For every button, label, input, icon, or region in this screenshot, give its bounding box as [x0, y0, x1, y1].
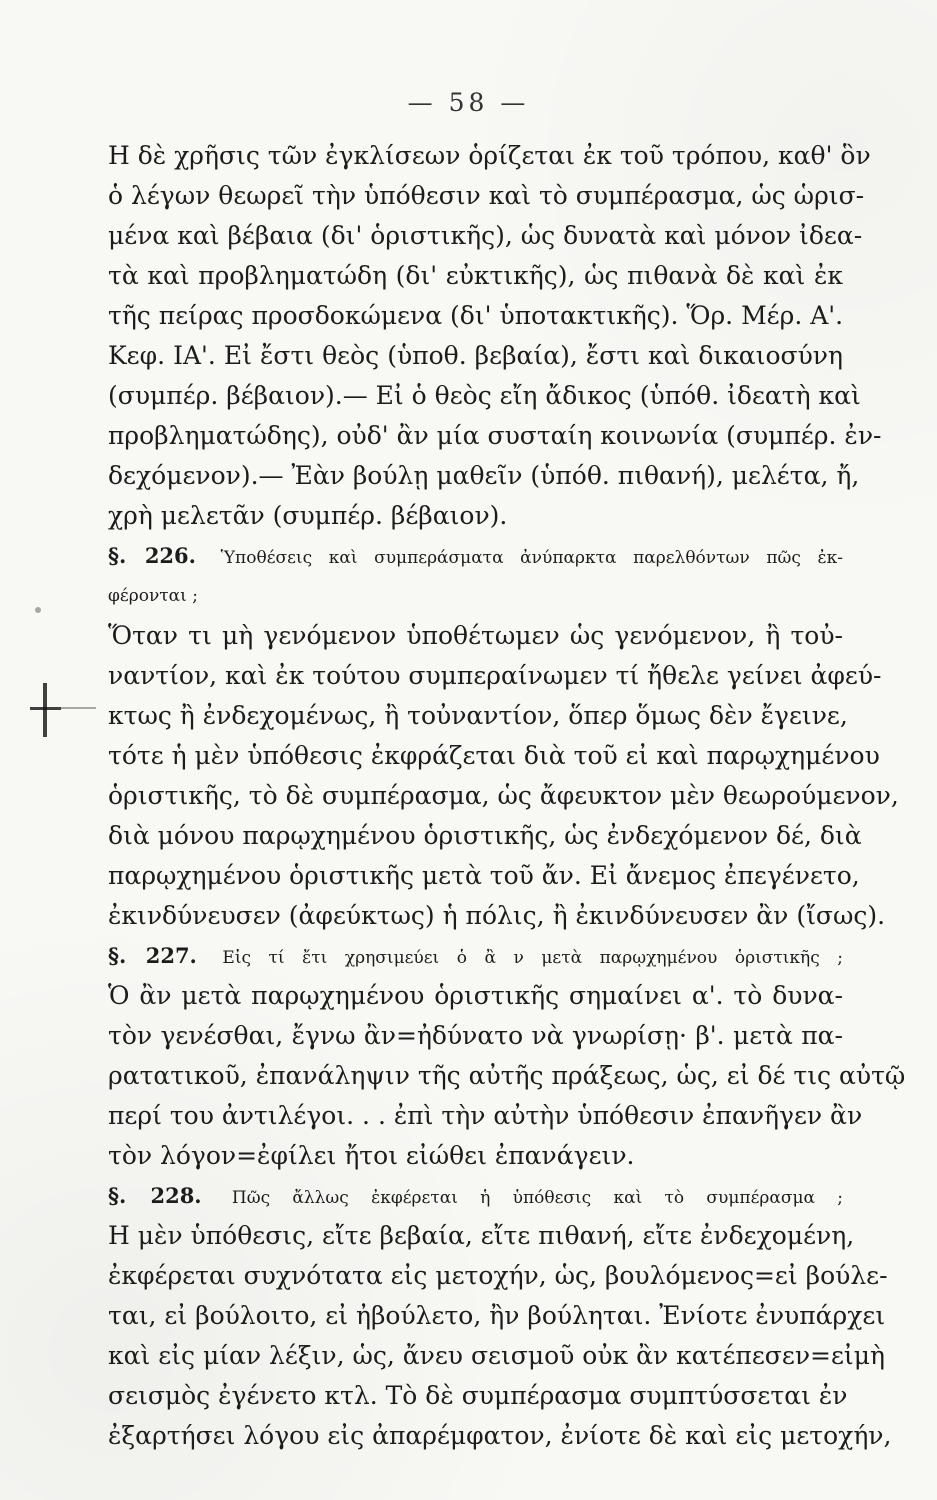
text-line: καὶ εἰς μίαν λέξιν, ὡς, ἄνευ σεισμοῦ οὐκ ἂν κατέπεσεν=εἰμὴ — [108, 1341, 885, 1370]
text-line: Ὁ ἂν μετὰ παρῳχημένου ὁριστικῆς σημαίνει α'. τὸ δυνα- — [108, 981, 843, 1010]
text-line: Η δὲ χρῆσις τῶν ἐγκλίσεων ὁρίζεται ἐκ τοῦ τρόπου, καθ' ὃν — [108, 141, 871, 170]
section-question-line: φέρονται ; — [108, 586, 198, 606]
section-question-line — [108, 1176, 843, 1216]
question-text: Πῶς ἄλλως ἐκφέρεται ἡ ὑπόθεσις καὶ τὸ συμπέρασμα ; — [231, 1188, 843, 1208]
text-line: Κεφ. ΙΑ'. Εἰ ἔστι θεὸς (ὑποθ. βεβαία), ἔστι καὶ δικαιοσύνη — [108, 341, 843, 370]
page-number: — 58 — — [407, 88, 530, 117]
section-228 — [108, 1176, 892, 1456]
text-line: τὰ καὶ προβληματώδη (δι' εὐκτικῆς), ὡς πιθανὰ δὲ καὶ ἐκ — [108, 261, 843, 290]
text-line: ἐξαρτήσει λόγου εἰς ἀπαρέμφατον, ἐνίοτε δὲ καὶ εἰς μετοχήν, — [108, 1421, 892, 1450]
text-line: περί του ἀντιλέγοι. . . ἐπὶ τὴν αὐτὴν ὑπόθεσιν ἐπανῆγεν ἂν — [108, 1101, 863, 1130]
main-text-block — [108, 136, 906, 1456]
text-line: δεχόμενον).— Ἐὰν βούλῃ μαθεῖν (ὑπόθ. πιθανή), μελέτα, ἤ, — [108, 461, 860, 490]
text-line: ὁ λέγων θεωρεῖ τὴν ὑπόθεσιν καὶ τὸ συμπέρασμα, ὡς ὡρισ- — [108, 181, 865, 210]
text-line: κτως ἢ ἐνδεχομένως, ἢ τοὐναντίον, ὅπερ ὅμως δὲν ἔγεινε, — [108, 701, 848, 730]
section-227 — [108, 936, 906, 1176]
text-line: ὁριστικῆς, τὸ δὲ συμπέρασμα, ὡς ἄφευκτον μὲν θεωρούμενον, — [108, 781, 899, 810]
text-line: σεισμὸς ἐγένετο κτλ. Τὸ δὲ συμπέρασμα συμπτύσσεται ἐν — [108, 1381, 848, 1410]
text-line: ρατατικοῦ, ἐπανάληψιν τῆς αὐτῆς πράξεως, ὡς, εἰ δέ τις αὐτῷ — [108, 1061, 906, 1090]
text-line: (συμπέρ. βέβαιον).— Εἰ ὁ θεὸς εἴη ἄδικος (ὑπόθ. ἰδεατὴ καὶ — [108, 381, 861, 410]
text-line: ἐκφέρεται συχνότατα εἰς μετοχήν, ὡς, βουλόμενος=εἰ βούλε- — [108, 1261, 888, 1290]
section-number: §. 227. — [108, 943, 197, 968]
text-line: παρῳχημένου ὁριστικῆς μετὰ τοῦ ἄν. Εἰ ἄνεμος ἐπεγένετο, — [108, 861, 860, 890]
margin-cross-mark — [30, 683, 60, 743]
text-line: Ὅταν τι μὴ γενόμενον ὑποθέτωμεν ὡς γενόμενον, ἢ τοὐ- — [108, 621, 843, 650]
section-question-line — [108, 536, 843, 576]
section-number: §. 228. — [108, 1183, 202, 1208]
text-line: χρὴ μελετᾶν (συμπέρ. βέβαιον). — [108, 501, 508, 530]
question-text: Ὑποθέσεις καὶ συμπεράσματα ἀνύπαρκτα παρελθόντων πῶς ἐκ- — [220, 548, 843, 568]
question-text: Εἰς τί ἔτι χρησιμεύει ὁ ἂ ν μετὰ παρῳχημένου ὁριστικῆς ; — [222, 948, 844, 968]
text-line: Η μὲν ὑπόθεσις, εἴτε βεβαία, εἴτε πιθανή, εἴτε ἐνδεχομένη, — [108, 1221, 855, 1250]
section-question-line — [108, 936, 843, 976]
text-line: ται, εἰ βούλοιτο, εἰ ἠβούλετο, ἢν βούληται. Ἐνίοτε ἐνυπάρχει — [108, 1301, 886, 1330]
section-number: §. 226. — [108, 543, 196, 568]
text-line: τῆς πείρας προσδοκώμενα (δι' ὑποτακτικῆς). Ὅρ. Μέρ. Α'. — [108, 301, 844, 330]
ink-dot — [35, 607, 41, 613]
intro-section — [108, 136, 882, 536]
section-226 — [108, 536, 899, 936]
text-line: τὸν λόγον=ἐφίλει ἤτοι εἰώθει ἐπανάγειν. — [108, 1141, 635, 1170]
text-line: ἐκινδύνευσεν (ἀφεύκτως) ἡ πόλις, ἢ ἐκινδύνευσεν ἂν (ἴσως). — [108, 901, 886, 930]
text-line: τὸν γενέσθαι, ἔγνω ἂν=ἠδύνατο νὰ γνωρίσῃ· β'. μετὰ πα- — [108, 1021, 843, 1050]
text-line: διὰ μόνου παρῳχημένου ὁριστικῆς, ὡς ἐνδεχόμενον δέ, διὰ — [108, 821, 862, 850]
margin-pencil-line — [56, 707, 96, 709]
text-line: ναντίον, καὶ ἐκ τούτου συμπεραίνωμεν τί ἤθελε γείνει ἀφεύ- — [108, 661, 882, 690]
text-line: προβληματώδης), οὐδ' ἂν μία συσταίη κοινωνία (συμπέρ. ἐν- — [108, 421, 882, 450]
text-line: τότε ἡ μὲν ὑπόθεσις ἐκφράζεται διὰ τοῦ εἰ καὶ παρῳχημένου — [108, 741, 880, 770]
text-line: μένα καὶ βέβαια (δι' ὁριστικῆς), ὡς δυνατὰ καὶ μόνον ἰδεα- — [108, 221, 863, 250]
